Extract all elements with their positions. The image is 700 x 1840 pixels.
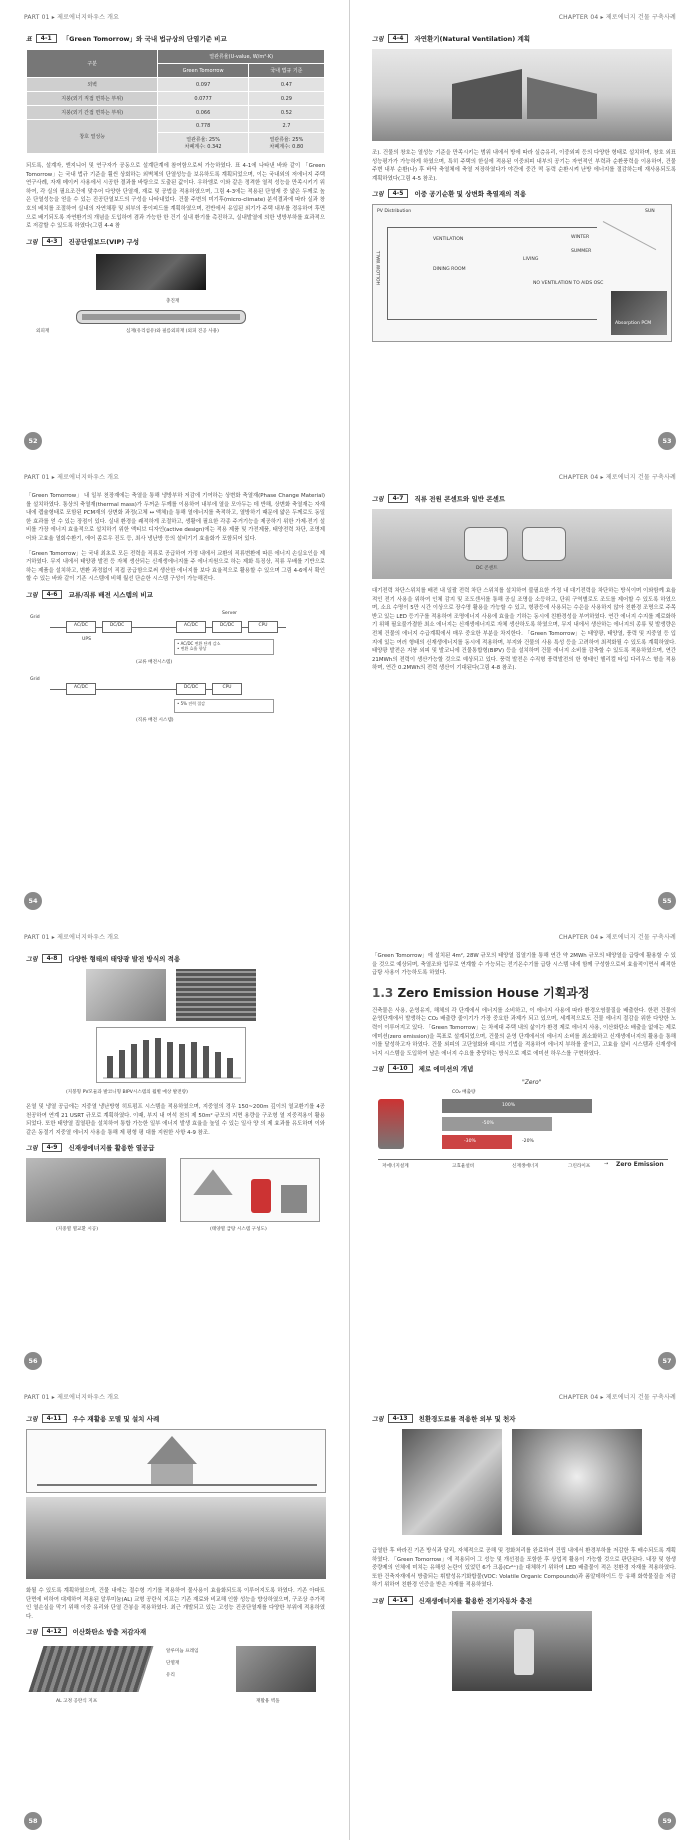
caption-tag: 그림: [372, 1416, 384, 1423]
caption-tag: 그림: [372, 36, 384, 43]
page-56: [0, 920, 350, 1380]
row-label: 외벽: [27, 78, 158, 92]
note-line: • 5% 전력 절감: [177, 700, 205, 706]
label-step1: 저에너지설계: [382, 1164, 409, 1170]
table-header: 국내 법규 기준: [248, 64, 324, 78]
caption-title: 제로 에미션의 개념: [418, 1065, 474, 1074]
baseline: [378, 1159, 668, 1160]
label-pv: PV Distribution: [377, 209, 412, 215]
heat-supply-figure: [26, 1158, 326, 1238]
caption-title: 친환경도료를 적용한 외부 및 천자: [418, 1415, 516, 1423]
caption-tag: 그림: [372, 1066, 384, 1074]
cell: 0.47: [248, 78, 324, 92]
caption-tag: 그림: [26, 1629, 38, 1637]
page-number: 57: [658, 1352, 676, 1370]
caption-title: 교류/직류 배전 시스템의 비교: [68, 590, 153, 599]
box-dcdc-server: DC/DC: [176, 683, 206, 695]
label-hollow-wall: HOLLOW WALL: [377, 251, 382, 286]
figure-caption: [26, 1414, 325, 1423]
page-52: [0, 0, 350, 460]
label-brick: 재활용 벽돌: [256, 1699, 280, 1705]
figure-caption: [372, 494, 676, 503]
caption-tag: 그림: [372, 496, 384, 503]
label-room: DINING ROOM: [433, 267, 466, 273]
page-55: [350, 460, 700, 920]
caption-number: 4-8: [42, 954, 63, 963]
running-header: CHAPTER 04 ▸ 제로에너지 건물 구축사례: [558, 474, 676, 481]
rainwater-photo: [26, 1497, 326, 1579]
label-solar-thermal: (태양열 급탕 시스템 구성도): [210, 1227, 267, 1233]
label-pcm: Absorption PCM: [615, 321, 652, 327]
figure-caption: [26, 954, 325, 963]
outlet-right: [522, 527, 566, 561]
caption-number: 4-6: [42, 590, 63, 599]
vip-core: [82, 314, 240, 320]
cell: 0.097: [158, 78, 248, 92]
running-header: PART 01 ▸ 제로에너지하우스 개요: [24, 934, 120, 941]
caption-number: 4-13: [388, 1414, 413, 1423]
ventilation-render: [372, 49, 672, 141]
label-summer: SUMMER: [571, 249, 592, 255]
collector-shape: [193, 1169, 233, 1195]
label-zero: "Zero": [522, 1079, 542, 1087]
house-block-right: [527, 77, 597, 119]
label-insulation: 단열재: [166, 1661, 180, 1667]
box-acdc: AC/DC: [66, 683, 96, 695]
label-step4: 그린라이프: [568, 1164, 591, 1170]
caption-title: 신재생에너지를 활용한 전기자동차 충전: [418, 1596, 533, 1605]
label-vent: NO VENTILATION TO AIDS OSC: [533, 281, 604, 287]
caption-number: 4-7: [388, 494, 409, 503]
caption-title: 신재생에너지를 활용한 열공급: [68, 1144, 155, 1153]
box-cpu: CPU: [212, 683, 242, 695]
running-header: CHAPTER 04 ▸ 제로에너지 건물 구축사례: [558, 14, 676, 21]
caption-title: 이산화탄소 방출 저감자재: [72, 1628, 147, 1637]
label-ups: UPS: [82, 636, 92, 642]
ac-dc-diagram: [26, 605, 326, 725]
page-59: [350, 1380, 700, 1840]
cell: 0.52: [248, 106, 324, 120]
rainwater-diagram: [26, 1429, 326, 1493]
label-100: 100%: [502, 1103, 516, 1109]
running-header: PART 01 ▸ 제로에너지하우스 개요: [24, 474, 120, 481]
figure-caption: [372, 1414, 676, 1423]
figure-caption: [26, 237, 325, 246]
solar-thermal-diagram: [180, 1158, 320, 1222]
page-54: [0, 460, 350, 920]
section-heading: [372, 984, 676, 1001]
figure-caption: [26, 1143, 325, 1152]
caption-tag: 그림: [372, 1597, 384, 1605]
table-row: [27, 92, 325, 106]
wall-line: [387, 227, 388, 319]
spread-54-55: [0, 460, 700, 920]
note-box: [174, 699, 274, 713]
body-text: 급열한 후 바라진 기존 방식과 달리, 자체적으로 공해 및 정화처리를 완료하여 건립 내에서 환경부하를 저감한 후 배수되도록 계획하였다. 「Green Tomorrow」에 적용되어 그 성능 및 개선점을 포함한 후 상업적 활용이 가능할 것으로 판단된다. 내장 및 항생중량제의 인체에 미치는 유해성 논란이 있었던 6가 크롬(Cr⁶⁺)을 대체하기 위하여 LED 배출물이 적은 친환경 자재를 적용하였다. 또한 건축자재에서 방출되는 휘발성유기화합물(VOC: Volatile Organic Compounds)과 폼알데하이드 등 유해 화학물질을 저감하기 위하여 친환경 인증을 받은 자재를 적용하였다.: [372, 1548, 676, 1589]
ceiling-photo: [512, 1429, 642, 1535]
page-53: [350, 0, 700, 460]
label-plug: DC 콘센트: [476, 566, 498, 571]
note-line: • 변환 효율 향상: [177, 645, 207, 651]
page-number: 59: [658, 1812, 676, 1830]
label-filler: 충진재: [166, 298, 180, 304]
body-text: 「Green Tomorrow」 내 일부 천장재에는 축열을 통해 냉방부하 저감에 기여하는 상변화 축열재(Phase Change Material)를 설치하였다. 통상의 축열재(thermal mass)가 두꺼운 두께를 이용하여 내부에 열을 모아두는 데 반해, 상변화 축열재는 자재 내에 캡슐형태로 포함된 PCM재의 상변화 과정(고체 ↔ 액체)을 통해 열에너지를 축적하고, 열방하기 때문에 얇은 두께로도 동일한 효과를 얻 수 있는 장점이 있다. 실내 환경을 쾌적하게 조절하고, 생활에 필요한 각종 주거기능을 제공하기 위한 가제·전기 설비를 가장 에너지 효율적으로 설치하기 위한 액티브 디자인(active design)에는 적용 제품 및 가전제품, 태양전력 차단, 조명제어와 고효율 열회수환기, 에어 좀로우 진도 등, 최사 냉난방 등의 설비기기 효율화가 포함되어 있다.: [26, 493, 325, 542]
body-text: 대기전력 차단스위치를 배전 내 일괄 전력 차단 스위치를 설치하여 불필요한 가정 내 대기전력을 차단하는 방식이며 이와함께 효율적인 전기 사용을 위하여 인체 감지 및 조도센서를 통해 공실 조명을 소등하고, 단위 구역별로도 조도를 제어할 수 있도록 하였으며, 소요 수명이 5만 시간 이상으로 장수명 활용을 가능할 수 있고, 형광등에 사용되는 수은을 사용하지 않아 친환경 조명으로 주목받고 있는 LED 등기구를 적용하여 조명에너지 사용에 효율을 기하는 동시에 친환경성을 부여하였다. 연간 에너지 수지를 제로화하기 위해 필요불가결한 최소 에너지는 신재생에너지로 자체 생산하도록 하였으며, 무지 내에서 생산하는 에너지의 종류 및 발생량은 전체 건물의 에너지 수급계획에서 매우 중요한 부분을 차지한다. 「Green Tomorrow」는 태양광, 태양열, 풍력 및 지중열 등 입지에 있는 여러 형태의 신재생에너지를 동시에 적용하며, 부지와 건물의 사용 특성 등을 고려하여 최적화될 수 있도록 계획하였다. 태양광 발전은 지붕 외피 및 발코니에 건물통합형(BIPV) 등을 설치하며 건물 에너지 소비를 감축할 수 있도록 적용하였으며, 연간 21MWh의 전력이 생산가능할 것으로 예상되고 있다. 풍력 발전은 수직형 풍력발전의 한 형태인 헬리컬 타입 다리우스 형을 적용하며, 연간 0.2MWh의 전력 생산이 기대된다(그림 4-8 참조).: [372, 588, 676, 672]
label-geothermal: (지중열 열교환 시공): [56, 1227, 99, 1233]
geothermal-photo: [26, 1158, 166, 1222]
caption-title: 직류 전원 콘센트와 일반 콘센트: [414, 495, 506, 503]
caption-tag: 표: [26, 36, 32, 43]
caption-number: 4-9: [42, 1143, 63, 1152]
running-header: CHAPTER 04 ▸ 제로에너지 건물 구축사례: [558, 934, 676, 941]
charger-shape: [514, 1629, 534, 1675]
caption-number: 4-1: [36, 34, 57, 43]
table-header: 구분: [27, 50, 158, 78]
exterior-photo: [402, 1429, 502, 1535]
label-pv-caption: (지붕형 PV모듈과 발코니형 BIPV시스템의 월별 예상 발전량): [66, 1090, 188, 1095]
caption-number: 4-14: [388, 1596, 413, 1605]
page-number: 58: [24, 1812, 42, 1830]
label-ac-system: (교류 배전시스템): [136, 659, 173, 665]
figure-caption: [372, 34, 676, 43]
bipv-photo: [176, 969, 256, 1021]
ground-line: [37, 1484, 317, 1486]
label-living: LIVING: [523, 257, 539, 263]
note-line: • AC/DC 변환 단계 감소: [177, 640, 221, 646]
floor-line: [387, 319, 597, 320]
spread-58-59: [0, 1380, 700, 1840]
house-roof-shape: [147, 1436, 197, 1464]
figure-caption: [372, 1596, 676, 1605]
caption-title: 다양한 형태의 태양광 발전 방식의 적용: [68, 955, 181, 963]
pv-roof-photo: [86, 969, 166, 1021]
cell: 0.778: [158, 120, 248, 133]
label-30: -30%: [464, 1139, 476, 1145]
caption-title: 「Green Tomorrow」와 국내 법규상의 단열기준 비교: [62, 35, 227, 43]
caption-title: 자연환기(Natural Ventilation) 계획: [414, 35, 531, 43]
figure-caption: [26, 590, 325, 599]
vip-figure: [26, 252, 325, 352]
caption-title: 이중 공기순환 및 상변화 축열재의 적용: [414, 190, 527, 199]
box-dcdc: DC/DC: [102, 621, 132, 633]
al-frame-photo: [29, 1646, 154, 1692]
box-acdc: AC/DC: [66, 621, 96, 633]
brick-photo: [236, 1646, 316, 1692]
caption-title: 진공단열보드(VIP) 구성: [68, 237, 140, 246]
label-dc-system: (직류 배전 시스템): [136, 717, 174, 723]
roof-line: [387, 227, 597, 228]
house-shape: [281, 1185, 307, 1213]
page-number: 53: [658, 432, 676, 450]
dc-outlet-photo: [372, 509, 672, 579]
note-box: [174, 639, 274, 655]
caption-number: 4-3: [42, 237, 63, 246]
insulation-table: [26, 49, 325, 154]
table-caption: [26, 34, 325, 43]
label-minus20: -20%: [522, 1139, 534, 1145]
sun-ray: [603, 221, 656, 250]
body-text: 화될 수 있도록 계획하였으며, 건물 내에는 절수형 기기를 적용하여 물사용이 효율화되도록 이루어지도록 하였다. 기존 아파트 단면에 비하여 대제하여 적용된 알루미늄(AL) 교형 공란식 지프는 기존 재료와 비교해 인함 성능을 향상하였으며, 구조상 추가적인 열손실을 막기 위해 이중 유리와 단열 간봉을 적용하였다. 최근 개발되고 있는 고성능 진공단열재를 다양한 부위에 적용하였다.: [26, 1588, 325, 1620]
body-text: 되도록, 설계자, 엔지니어 및 연구자가 공동으로 설계단계에 참여함으로써 가능하였다. 표 4-1에 나타낸 바와 같이 「Green Tomorrow」는 국내 법규 기준을 훨씬 상회하는 외벽체의 단열성능을 보유하도록 계획되었으며, 이는 국내외의 저에너지 주택 연구사례, 자재 메이커 사용에서 시공한 결과를 바탕으로 도출된 값이다. 우하엠로 이와 같은 정격한 열적 성능을 만족시키기 위하여, 각 실의 필요조건에 맞추어 다양한 단열재, 재료 및 공법을 적용하였으며, 그림 4-3에는 적용된 단열재 중 얇은 두께로 높은 단열성능을 얻을 수 있는 진공단열보드의 구성을 나타내었다. 건물 주변의 미기후(micro-climate) 분석결과에 따라 실과 창호의 배치를 조절하여 실내의 자연채광 및 외부의 풍이피드를 계획하였으며, 전반에서 유입된 외기가 주택 내부를 경유하여 후면으로 배기되도록 자연환기의 개념을 도입하여 겸과 가능한 한 건기 실내 환기를 촉진하고, 실내발열에 의한 냉방부하를 효과적으로 저감할 수 있도록 하였다(그림 4-4 참: [26, 163, 325, 230]
bar-100: [442, 1099, 592, 1113]
label-roof: VENTILATION: [433, 237, 464, 243]
table-row: [27, 120, 325, 133]
label-zero-emission: Zero Emission: [616, 1161, 664, 1169]
row-label: 지붕(외기 간접 면하는 부위): [27, 106, 158, 120]
page-number: 55: [658, 892, 676, 910]
eco-paint-figure: [372, 1429, 672, 1539]
section-title: Zero Emission House 기획과정: [397, 985, 590, 1000]
caption-number: 4-12: [42, 1627, 67, 1636]
material-figure: [26, 1642, 326, 1712]
running-header: CHAPTER 04 ▸ 제로에너지 건물 구축사례: [558, 1394, 676, 1401]
row-label: 지붕(외기 직접 면하는 부위): [27, 92, 158, 106]
caption-tag: 그림: [26, 956, 38, 963]
bar-30: [442, 1135, 512, 1149]
cell: 0.0777: [158, 92, 248, 106]
bar-50: [442, 1117, 552, 1131]
label-core: 심재(유리섬유)와 필름외피재 (외피 진공 사용): [126, 328, 219, 334]
page-57: [350, 920, 700, 1380]
box-cpu: CPU: [248, 621, 278, 633]
table-row: [27, 106, 325, 120]
label-glass: 유리: [166, 1673, 175, 1679]
label-sun: SUN: [645, 209, 655, 215]
caption-number: 4-10: [388, 1064, 413, 1073]
figure-caption: [372, 189, 676, 198]
label-step2: 고효율설비: [452, 1164, 475, 1170]
caption-tag: 그림: [26, 591, 38, 599]
figure-caption: [372, 1064, 676, 1073]
label-step3: 신재생에너지: [512, 1164, 539, 1170]
row-label: 창호 열성능: [27, 120, 158, 154]
cell: 2.7: [248, 120, 324, 133]
label-grid: Grid: [30, 676, 40, 682]
body-text: 조). 건물의 창호는 열성능 기준을 만족시키는 범위 내에서 방에 따라 실층유리, 이중외피 등의 다양한 형태로 설치하며, 창호 외표 성능평가가 가능하게 하였으며, 특히 주택의 한실에 적용된 이중외피 내부의 공기는 자연적인 부력과 순환풍력을 이용하여, 건물 주변 내부 순환(나) 후 바닥 축열체에 축열 저장하였다가 야간에 중간 떡 동력 순환시켜 난방 에너지를 절감하는데 재사용되도록 계획하였다(그림 4-5 참조).: [372, 150, 676, 182]
cell: 열관류율: 25% 차폐계수: 0.80: [248, 133, 324, 154]
page-number: 54: [24, 892, 42, 910]
pv-bars: [97, 1028, 247, 1084]
body-text: 건축물은 사용, 운영유지, 해체의 각 단계에서 에너지를 소비하고, 이 에너지 사용에 따라 환경오염물질을 배출한다. 한편 건물의 운영단계에서 발생하는 CO₂ 배출량 줄이기가 가장 중요한 과제가 되고 있으며, 세계적으로도 건물 에너지 절감을 위한 다양한 노력이 이루어지고 있다. 「Green Tomorrow」는 차세대 주택 내의 삶이가 환경 제로 에너지 사용, 이산화탄소 배출을 없애는 제로 에미션(zero emission)을 목표로 설계되었으며, 건물의 운영 단계에서의 에너지 소비를 최소화하고 신재생에너지의 활용을 통해 이를 달성하고자 하였다. 건물 외피의 고단열화와 패시브 기법을 적용하여 에너지 부하를 줄이고, 고효율 설비 시스템과 신재생에너지 시스템을 도입하여 남은 에너지 수요를 충당하는 방식으로 제로 에미션 하우스를 구현하였다.: [372, 1007, 676, 1057]
caption-title: 우수 재활용 모델 및 설치 사례: [72, 1415, 160, 1423]
label-envelope: 외피재: [36, 328, 50, 334]
caption-tag: 그림: [26, 1416, 38, 1423]
label-server: Server: [222, 610, 238, 616]
body-text: 「Green Tomorrow」는 국내 최초로 모든 전력을 직류로 공급하여 가정 내에서 교환의 직류변환에 따른 에너지 손실요인을 제거하였다. 무지 내에서 태양광 발전 등 자체 생산되는 신재생에너지를 주 에너지원으로 하는 제화 특징상, 직류 무배를 기반으로 하는 제품을 설치하고, 변환 과정없이 직접 공급함으로써 생산한 에너지를 보다 효율적으로 활용할 수 있으며 그림 4-6에서 확인할 수 있는 바와 같이 기존 시스템에 비해 월선 단순한 시스템 구성이 가능해진다.: [26, 550, 325, 583]
air-circulation-diagram: [372, 204, 672, 342]
page-number: 56: [24, 1352, 42, 1370]
caption-number: 4-4: [388, 34, 409, 43]
caption-tag: 그림: [372, 191, 384, 199]
table-header: Green Tomorrow: [158, 64, 248, 78]
table-row: [27, 78, 325, 92]
page-number: 52: [24, 432, 42, 450]
box-acdc-server: AC/DC: [176, 621, 206, 633]
running-header: PART 01 ▸ 제로에너지하우스 개요: [24, 14, 120, 21]
arrow-icon: →: [604, 1161, 609, 1168]
house-body-shape: [151, 1464, 193, 1484]
body-text: 온열 및 냉열 공급에는 지중열 냉난방형 히트펌프 시스템을 적용하였으며, 지중열의 경우 150~200m 깊이의 열교환기를 4공 천공하여 연계 21 USRT 규모로 계획하였다. 이때, 부지 내 여석 천의 제 50m² 규모의 지면 용량을 구조형 열 지중적용이 활용되었다. 또한 태양열 집열판을 설치하여 통합 가능한 일부 에너지 발생 효율을 높일 수 있는 일사 양 의 제 효과를 유도하며 이와 같은 동절기 지중열 에너지 사용을 통해 제 평형 평 대를 지원한 사항 4-9 참조.: [26, 1104, 325, 1136]
caption-number: 4-11: [42, 1414, 67, 1423]
outlet-left: [464, 527, 508, 561]
pv-figure: [26, 969, 326, 1099]
spread-56-57: [0, 920, 700, 1380]
body-text: 「Green Tomorrow」에 설치된 4m², 28W 규모의 태양열 집열기를 통해 연간 약 2MWh 규모의 태양열을 급탕에 활용할 수 있을 것으로 예상되며, 축열조와 업무로 연계할 수 가능되는 전기온수기를 급탕 시스템 내에 함께 구성함으로써 효율적이면서 쾌적한 급탕 사용이 가능하도록 하였다.: [372, 953, 676, 977]
table-header-group: 열관류율(U-value, W/m²·K): [158, 50, 325, 64]
section-number: 1.3: [372, 985, 394, 1000]
tank-shape: [251, 1179, 271, 1213]
pv-bar-chart: [96, 1027, 246, 1083]
label-co2: CO₂ 배출량: [452, 1090, 476, 1096]
label-grid: Grid: [30, 614, 40, 620]
spread-52-53: [0, 0, 700, 460]
caption-tag: 그림: [26, 1145, 38, 1153]
caption-number: 4-5: [388, 189, 409, 198]
cell: 0.066: [158, 106, 248, 120]
box-dcdc-server: DC/DC: [212, 621, 242, 633]
label-al: 알루미늄 프레임: [166, 1649, 199, 1655]
ev-charging-photo: [452, 1611, 592, 1691]
vip-photo: [96, 254, 206, 290]
cell: 열관류율: 25% 차폐계수: 0.342: [158, 133, 248, 154]
zero-emission-diagram: [372, 1079, 672, 1183]
house-block-left: [452, 69, 522, 119]
label-winter: WINTER: [571, 235, 590, 241]
running-header: PART 01 ▸ 제로에너지하우스 개요: [24, 1394, 120, 1401]
caption-tag: 그림: [26, 238, 38, 246]
label-50: -50%: [482, 1121, 494, 1127]
cell: 0.29: [248, 92, 324, 106]
figure-caption: [26, 1627, 325, 1636]
pcm-photo: [611, 291, 667, 335]
label-al-frame: AL 고정 공란식 지프: [56, 1699, 98, 1705]
page-58: [0, 1380, 350, 1840]
emission-icons: [378, 1099, 404, 1149]
